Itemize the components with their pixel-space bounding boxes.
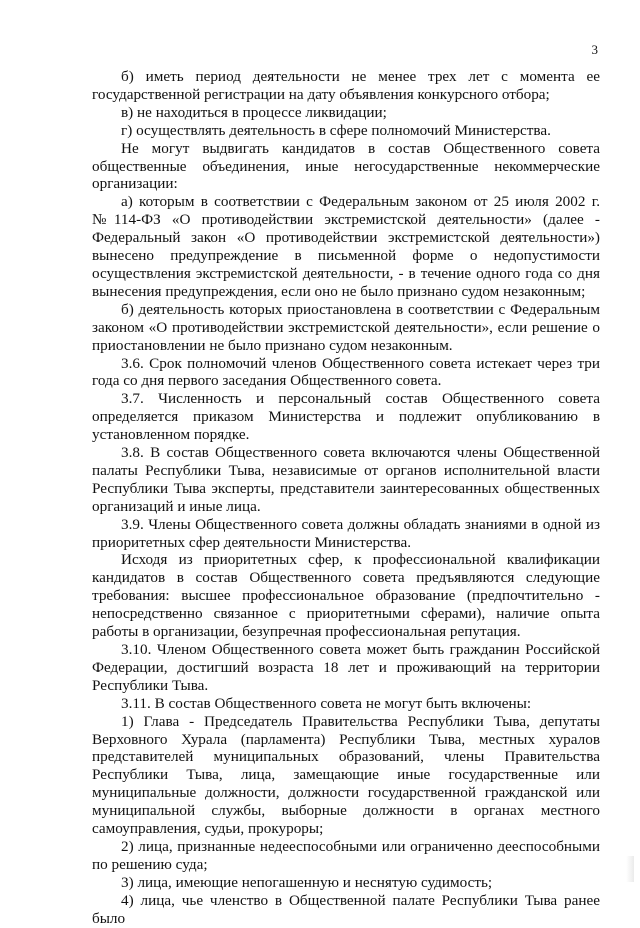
paragraph-8: 3.7. Численность и персональный состав Общественного совета определяется приказом Министерства и подлежит опубликованию в установленном порядке. <box>92 390 600 444</box>
paragraph-2: в) не находиться в процессе ликвидации; <box>121 103 387 121</box>
page-number: 3 <box>591 42 598 57</box>
paragraph-6: б) деятельность которых приостановлена в соответствии с Федеральным законом «О противодействии экстремистской деятельности», если решение о приостановлении не было признано судом незаконным. <box>92 300 600 354</box>
paragraph-10: 3.9. Члены Общественного совета должны обладать знаниями в одной из приоритетных сфер деятельности Министерства. <box>92 515 600 551</box>
paragraph-13: 3.11. В состав Общественного совета не могут быть включены: <box>121 694 532 712</box>
paragraph-16: 3) лица, имеющие непогашенную и неснятую судимость; <box>121 873 493 891</box>
document-body <box>92 68 600 928</box>
paragraph-15: 2) лица, признанные недееспособными или ограниченно дееспособными по решению суда; <box>92 837 600 873</box>
paragraph-1: б) иметь период деятельности не менее трех лет с момента ее государственной регистрации на дату объявления конкурсного отбора; <box>92 68 600 103</box>
paragraph-4: Не могут выдвигать кандидатов в состав Общественного совета общественные объединения, иные негосударственные некоммерческие организации: <box>92 139 600 193</box>
paragraph-3: г) осуществлять деятельность в сфере полномочий Министерства. <box>121 121 551 139</box>
scan-edge-shadow <box>626 856 634 882</box>
paragraph-11: Исходя из приоритетных сфер, к профессиональной квалификации кандидатов в состав Общественного совета предъявляются следующие требования: высшее профессиональное образование (предпочтительно - непосредственно связанное с приоритетными сферами), наличие опыта работы в организации, безупречная профессиональная репутация. <box>92 551 600 641</box>
paragraph-7: 3.6. Срок полномочий членов Общественного совета истекает через три года со дня первого заседания Общественного совета. <box>92 354 600 390</box>
paragraph-17: 4) лица, чье членство в Общественной палате Республики Тыва ранее было <box>92 891 600 927</box>
paragraph-9: 3.8. В состав Общественного совета включаются члены Общественной палаты Республики Тыва, независимые от органов исполнительной власти Республики Тыва эксперты, представители заинтересованных общественных организаций и иные лица. <box>92 444 600 515</box>
paragraph-12: 3.10. Членом Общественного совета может быть гражданин Российской Федерации, достигший возраста 18 лет и проживающий на территории Республики Тыва. <box>92 641 600 694</box>
paragraph-14: 1) Глава - Председатель Правительства Республики Тыва, депутаты Верховного Хурала (парламента) Республики Тыва, местных хуралов представителей муниципальных образований, члены Правительства Республики Тыва, лица, замещающие иные государственные или муниципальные должности, должности государственной гражданской или муниципальной службы, выборные должности в органах местного самоуправления, судьи, прокуроры; <box>92 712 600 838</box>
paragraph-5: а) которым в соответствии с Федеральным законом от 25 июля 2002 г. №114-ФЗ «О противодействии экстремистской деятельности» (далее - Федеральный закон «О противодействии экстремистской деятельности») вынесено предупреждение в письменной форме о недопустимости осуществления экстремистской деятельности, - в течение одного года со дня вынесения предупреждения, если оно не было признано судом незаконным; <box>92 193 600 300</box>
